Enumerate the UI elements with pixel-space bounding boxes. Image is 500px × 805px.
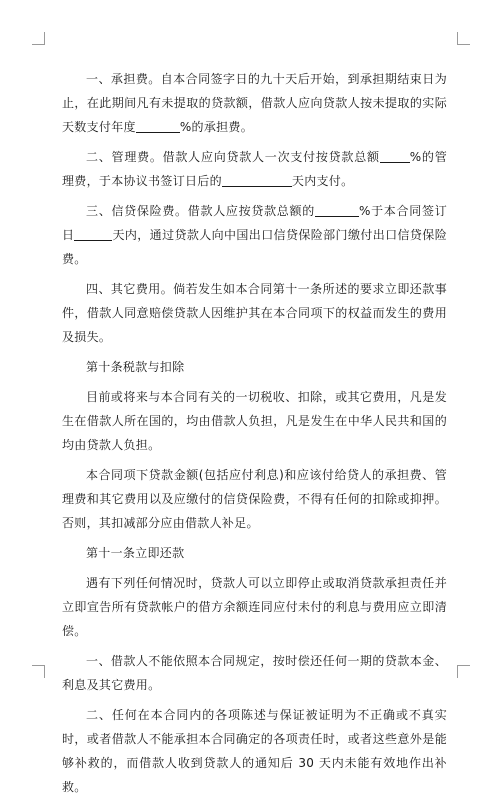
section-heading-article-10: 第十条税款与扣除 — [86, 360, 185, 374]
paragraph-immediate-repayment: 遇有下列任何情况时，贷款人可以立即停止或取消贷款承担责任并立即宣告所有贷款帐户的借方余额连同应付未付的利息与费用应立即清偿。 — [62, 576, 447, 638]
management-fee-rate-blank — [380, 148, 410, 163]
paragraph-default-1: 一、借款人不能依照本合同规定，按时偿还任何一期的贷款本金、利息及其它费用。 — [62, 654, 447, 692]
insurance-fee-rate-blank — [315, 202, 359, 217]
insurance-fee-text-end: 天内，通过贷款人向中国出口信贷保险部门缴付出口信贷保险费。 — [62, 228, 447, 266]
management-fee-text-end: 天内支付。 — [291, 174, 354, 188]
crop-mark-bottom-right — [457, 665, 470, 678]
paragraph-insurance-fee — [62, 199, 447, 271]
insurance-fee-text: 三、信贷保险费。借款人应按贷款总额的 — [86, 204, 315, 218]
paragraph-commitment-fee — [62, 67, 447, 139]
insurance-fee-text-mid: %于本合同签订日 — [62, 204, 447, 242]
crop-mark-top-right — [457, 32, 470, 45]
management-fee-text-mid: %的管理费，于本协议书签订日后的 — [62, 150, 447, 188]
paragraph-taxes: 目前或将来与本合同有关的一切税收、扣除，或其它费用，凡是发生在借款人所在国的，均由借款人负担，凡是发生在中华人民共和国的均由贷款人负担。 — [62, 390, 447, 452]
commitment-fee-text: 一、承担费。自本合同签字日的九十天后开始，到承担期结束日为止，在此期间凡有未提取的贷款额，借款人应向贷款人按未提取的实际天数支付年度 — [62, 72, 447, 134]
paragraph-default-2: 二、任何在本合同内的各项陈述与保证被证明为不正确或不真实时，或者借款人不能承担本合同确定的各项责任时，或者这些意外是能够补救的，而借款人收到贷款人的通知后 30 天内未能有效地作出补救。 — [62, 708, 447, 794]
crop-mark-bottom-left — [32, 665, 45, 678]
commitment-fee-text-end: %的承担费。 — [179, 120, 254, 134]
paragraph-other-fees: 四、其它费用。倘若发生如本合同第十一条所述的要求立即还款事件，借款人同意赔偿贷款人因维护其在本合同项下的权益而发生的费用及损失。 — [62, 282, 447, 344]
commitment-fee-rate-blank — [136, 118, 180, 133]
management-fee-days-blank — [222, 172, 292, 187]
section-heading-article-11: 第十一条立即还款 — [86, 546, 185, 560]
crop-mark-top-left — [32, 32, 45, 45]
document-body — [62, 67, 447, 805]
management-fee-text: 二、管理费。借款人应向贷款人一次支付按贷款总额 — [86, 150, 380, 164]
insurance-fee-days-blank — [74, 226, 112, 241]
paragraph-management-fee — [62, 145, 447, 193]
paragraph-no-deduction: 本合同项下贷款金额(包括应付利息)和应该付给贷人的承担费、管理费和其它费用以及应缴付的信贷保险费，不得有任何的扣除或抑押。否则，其扣减部分应由借款人补足。 — [62, 468, 447, 530]
